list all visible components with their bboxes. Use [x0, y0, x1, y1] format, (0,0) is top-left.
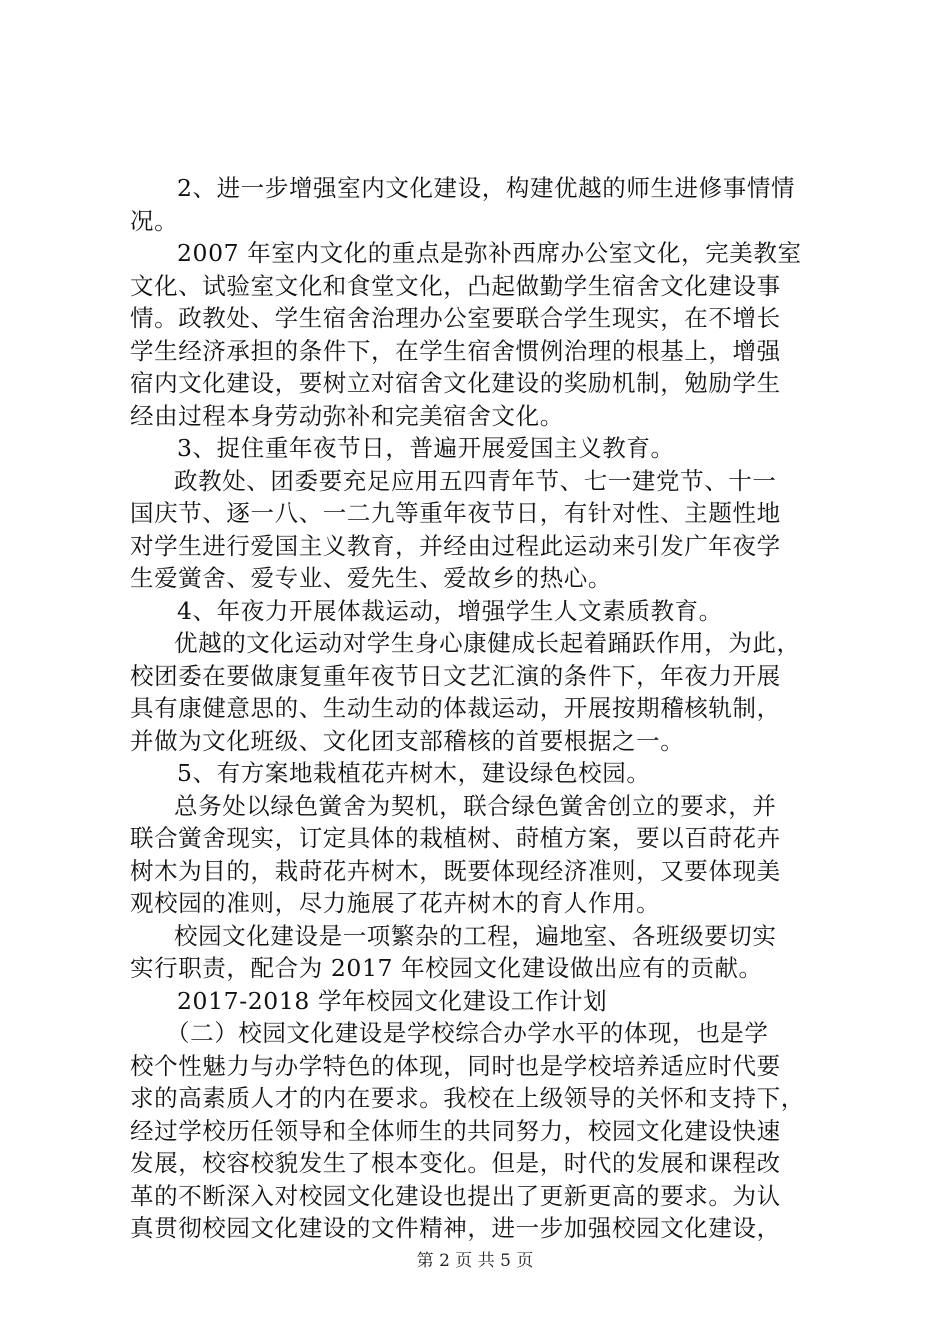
text-line: 观校园的准则，尽力施展了花卉树木的育人作用。: [130, 889, 661, 917]
text-line: 具有康健意思的、生动生动的体裁运动，开展按期稽核轨制，: [130, 694, 781, 722]
text-line: 实行职责，配合为 2017 年校园文化建设做出应有的贡献。: [130, 954, 763, 982]
text-line: 生爱黉舍、爱专业、爱先生、爱故乡的热心。: [130, 564, 612, 592]
page-footer: 第 2 页 共 5 页: [416, 1251, 534, 1271]
text-line: 况。: [130, 206, 179, 235]
text-line: 革的不断深入对校园文化建设也提出了更新更高的要求。为认: [130, 1181, 781, 1210]
text-line: 2、进一步增强室内文化建设，构建优越的师生进修事情情: [177, 174, 796, 202]
text-line: 校园文化建设是一项繁杂的工程，遍地室、各班级要切实: [174, 921, 777, 950]
text-line: 求的高素质人才的内在要求。我校在上级领导的关怀和支持下，: [130, 1084, 805, 1112]
text-line: 校团委在要做康复重年夜节日文艺汇演的条件下，年夜力开展: [130, 661, 781, 690]
text-line: 联合黉舍现实，订定具体的栽植树、莳植方案，要以百莳花卉: [130, 824, 781, 852]
text-line: 经由过程本身劳动弥补和完美宿舍文化。: [130, 401, 564, 430]
text-line: 政教处、团委要充足应用五四青年节、七一建党节、十一: [174, 466, 777, 495]
text-line: 总务处以绿色黉舍为契机，联合绿色黉舍创立的要求，并: [174, 791, 777, 820]
text-line: 情。政教处、学生宿舍治理办公室要联合学生现实，在不增长: [130, 304, 781, 332]
text-line: 文化、试验室文化和食堂文化，凸起做勤学生宿舍文化建设事: [130, 271, 781, 300]
text-line: 发展，校容校貌发生了根本变化。但是，时代的发展和课程改: [130, 1149, 781, 1177]
text-line: 4、年夜力开展体裁运动，增强学生人文素质教育。: [177, 596, 723, 625]
document-body: [130, 172, 850, 1245]
text-line: 2007 年室内文化的重点是弥补西席办公室文化，完美教室: [177, 239, 802, 267]
text-line: 5、有方案地栽植花卉树木，建设绿色校园。: [177, 759, 651, 787]
text-line: 国庆节、逐一八、一二九等重年夜节日，有针对性、主题性地: [130, 499, 781, 527]
text-line: 学生经济承担的条件下，在学生宿舍惯例治理的根基上，增强: [130, 336, 781, 365]
text-line: 树木为目的，栽莳花卉树木，既要体现经济准则，又要体现美: [130, 856, 781, 885]
text-line: 对学生进行爱国主义教育，并经由过程此运动来引发广年夜学: [130, 531, 781, 560]
text-line: 校个性魅力与办学特色的体现，同时也是学校培养适应时代要: [130, 1051, 781, 1080]
text-line: 2017-2018 学年校园文化建设工作计划: [177, 986, 608, 1015]
text-line: 优越的文化运动对学生身心康健成长起着踊跃作用，为此，: [174, 629, 801, 657]
text-line: 宿内文化建设，要树立对宿舍文化建设的奖励机制，勉励学生: [130, 369, 781, 397]
text-line: 经过学校历任领导和全体师生的共同努力，校园文化建设快速: [130, 1116, 781, 1145]
text-line: 真贯彻校园文化建设的文件精神，进一步加强校园文化建设，: [130, 1214, 781, 1242]
text-line: 并做为文化班级、文化团支部稽核的首要根据之一。: [130, 726, 685, 755]
text-line: 3、捉住重年夜节日，普遍开展爱国主义教育。: [177, 434, 675, 462]
text-line: （二）校园文化建设是学校综合办学水平的体现，也是学: [166, 1019, 769, 1047]
